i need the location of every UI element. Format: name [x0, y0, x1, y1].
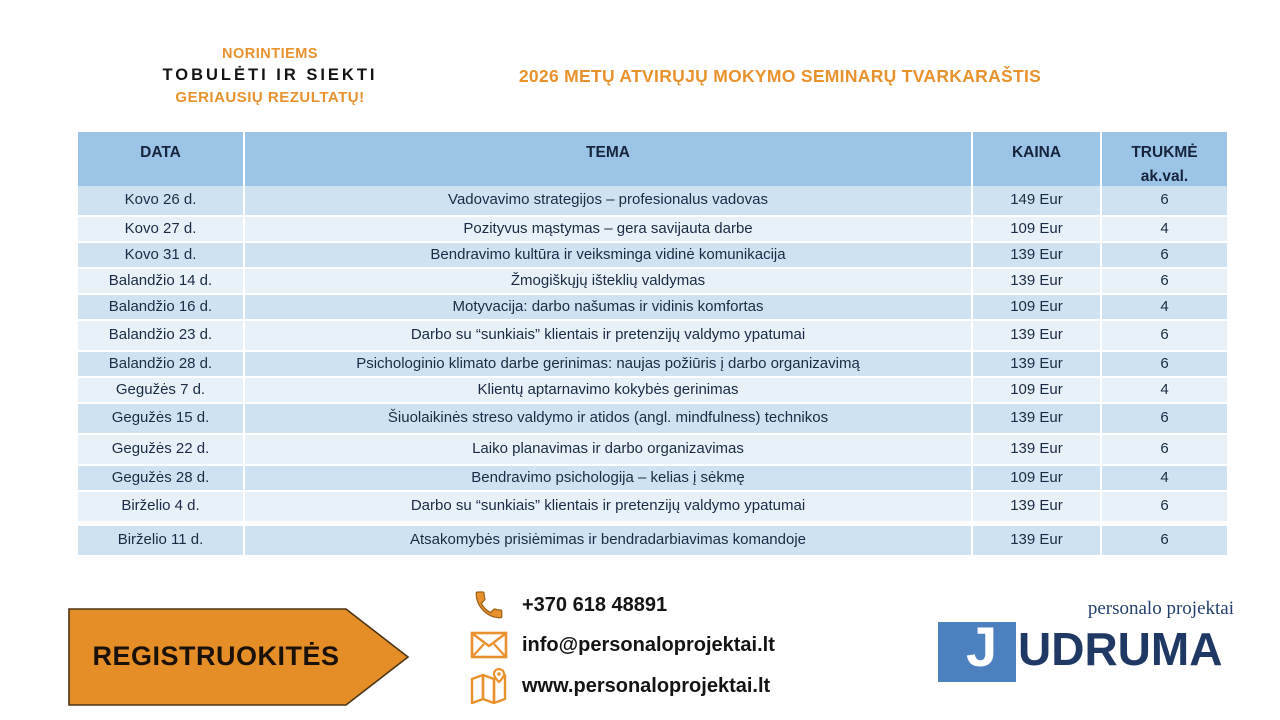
logo-tagline: personalo projektai — [1087, 598, 1234, 619]
cell-price: 139 Eur — [973, 404, 1100, 433]
cell-price: 139 Eur — [973, 269, 1100, 293]
cell-price: 139 Eur — [973, 243, 1100, 267]
cell-topic: Darbo su “sunkiais” klientais ir pretenzijų valdymo ypatumai — [245, 492, 971, 521]
table-row — [78, 435, 1227, 464]
cell-topic: Laiko planavimas ir darbo organizavimas — [245, 435, 971, 464]
cell-date: Kovo 31 d. — [78, 243, 243, 267]
cell-date: Kovo 27 d. — [78, 217, 243, 241]
cell-topic: Šiuolaikinės streso valdymo ir atidos (angl. mindfulness) technikos — [245, 404, 971, 433]
cell-topic: Vadovavimo strategijos – profesionalus vadovas — [245, 186, 971, 215]
table-row — [78, 492, 1227, 521]
cell-price: 139 Eur — [973, 321, 1100, 350]
email-address[interactable]: info@personaloprojektai.lt — [522, 633, 775, 656]
table-row — [78, 378, 1227, 402]
page-title: 2026 METŲ ATVIRŲJŲ MOKYMO SEMINARŲ TVARKARAŠTIS — [518, 66, 1042, 86]
cell-duration: 6 — [1102, 321, 1227, 350]
tagline-line-1: NORINTIEMS — [221, 46, 319, 62]
company-tagline — [130, 44, 410, 108]
cell-duration: 6 — [1102, 243, 1227, 267]
cell-topic: Žmogiškųjų išteklių valdymas — [245, 269, 971, 293]
column-header-duration-unit: ak.val. — [1140, 168, 1189, 186]
cell-price: 139 Eur — [973, 492, 1100, 521]
cell-duration: 6 — [1102, 352, 1227, 376]
website-row — [468, 668, 775, 704]
cell-topic: Klientų aptarnavimo kokybės gerinimas — [245, 378, 971, 402]
table-row — [78, 466, 1227, 490]
cell-date: Balandžio 16 d. — [78, 295, 243, 319]
cell-date: Birželio 11 d. — [78, 526, 243, 555]
logo-name: UDRUMA — [1018, 623, 1223, 675]
cell-topic: Atsakomybės prisiėmimas ir bendradarbiavimas komandoje — [245, 526, 971, 555]
phone-row — [468, 588, 775, 622]
cell-topic: Darbo su “sunkiais” klientais ir pretenzijų valdymo ypatumai — [245, 321, 971, 350]
table-body — [78, 186, 1227, 555]
register-button-label: REGISTRUOKITĖS — [92, 641, 340, 671]
cell-duration: 6 — [1102, 186, 1227, 215]
phone-number[interactable]: +370 618 48891 — [522, 593, 668, 616]
column-header-price — [973, 132, 1100, 189]
cell-duration: 4 — [1102, 466, 1227, 490]
column-header-topic — [245, 132, 971, 189]
table-row — [78, 186, 1227, 215]
cell-date: Gegužės 28 d. — [78, 466, 243, 490]
schedule-table — [78, 132, 1227, 557]
table-row — [78, 352, 1227, 376]
column-header-price-label: KAINA — [1011, 144, 1062, 161]
contact-block — [468, 588, 775, 713]
cell-duration: 4 — [1102, 217, 1227, 241]
logo-square — [938, 615, 1016, 682]
register-button[interactable] — [66, 606, 411, 708]
table-row — [78, 269, 1227, 293]
cell-topic: Bendravimo psichologija – kelias į sėkmę — [245, 466, 971, 490]
tagline-line-2: TOBULĖTI IR SIEKTI — [162, 66, 378, 85]
cell-topic: Psichologinio klimato darbe gerinimas: naujas požiūris į darbo organizavimą — [245, 352, 971, 376]
cell-price: 139 Eur — [973, 526, 1100, 555]
table-row — [78, 295, 1227, 319]
tagline-line-3: GERIAUSIŲ REZULTATŲ! — [175, 89, 365, 107]
logo-initial: J — [966, 615, 998, 678]
map-icon — [468, 668, 510, 704]
cell-price: 149 Eur — [973, 186, 1100, 215]
cell-topic: Pozityvus mąstymas – gera savijauta darbe — [245, 217, 971, 241]
column-header-date — [78, 132, 243, 189]
cell-price: 109 Eur — [973, 378, 1100, 402]
cell-date: Birželio 4 d. — [78, 492, 243, 521]
table-row — [78, 526, 1227, 555]
cell-price: 109 Eur — [973, 466, 1100, 490]
email-row — [468, 631, 775, 659]
cell-duration: 6 — [1102, 404, 1227, 433]
table-row — [78, 243, 1227, 267]
cell-duration: 6 — [1102, 492, 1227, 521]
phone-icon — [468, 588, 510, 622]
column-header-date-label: DATA — [140, 144, 181, 161]
cell-price: 109 Eur — [973, 217, 1100, 241]
cell-duration: 4 — [1102, 378, 1227, 402]
table-header-row — [78, 132, 1227, 184]
cell-duration: 4 — [1102, 295, 1227, 319]
cell-duration: 6 — [1102, 526, 1227, 555]
cell-price: 139 Eur — [973, 352, 1100, 376]
cell-date: Balandžio 28 d. — [78, 352, 243, 376]
table-row — [78, 321, 1227, 350]
website-url[interactable]: www.personaloprojektai.lt — [522, 674, 771, 697]
envelope-icon — [468, 631, 510, 659]
cell-date: Balandžio 23 d. — [78, 321, 243, 350]
column-header-topic-label: TEMA — [586, 144, 630, 161]
cell-date: Gegužės 22 d. — [78, 435, 243, 464]
cell-date: Gegužės 15 d. — [78, 404, 243, 433]
cell-date: Kovo 26 d. — [78, 186, 243, 215]
column-header-duration-label: TRUKMĖ — [1131, 144, 1198, 161]
column-header-duration — [1102, 132, 1227, 189]
table-row — [78, 217, 1227, 241]
cell-duration: 6 — [1102, 435, 1227, 464]
cell-price: 109 Eur — [973, 295, 1100, 319]
cell-price: 139 Eur — [973, 435, 1100, 464]
cell-date: Gegužės 7 d. — [78, 378, 243, 402]
cell-duration: 6 — [1102, 269, 1227, 293]
cell-topic: Motyvacija: darbo našumas ir vidinis komfortas — [245, 295, 971, 319]
table-row — [78, 404, 1227, 433]
cell-date: Balandžio 14 d. — [78, 269, 243, 293]
company-logo — [938, 598, 1238, 703]
cell-topic: Bendravimo kultūra ir veiksminga vidinė komunikacija — [245, 243, 971, 267]
